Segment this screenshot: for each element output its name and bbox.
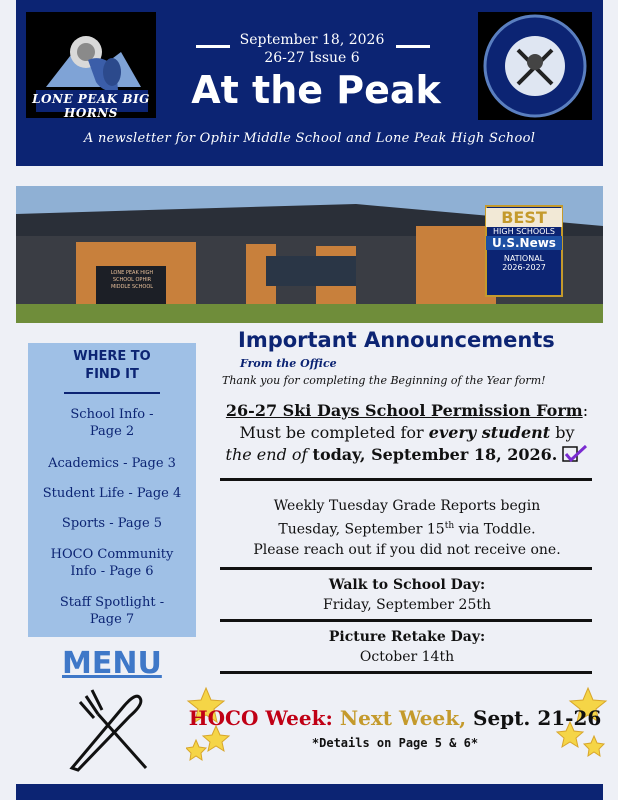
picture-retake-notice: Picture Retake Day: October 14th	[328, 629, 486, 665]
badge-usnews: U.S.News	[486, 236, 562, 250]
ophir-miners-logo	[478, 12, 592, 120]
issue-number: 26-27 Issue 6	[264, 50, 360, 66]
hoco-week-banner: HOCO Week: Next Week, Sept. 21-26	[188, 706, 602, 730]
toc-divider	[64, 392, 160, 394]
knife-fork-icon	[64, 684, 154, 774]
badge-national: NATIONAL	[503, 254, 545, 263]
hoco-details: *Details on Page 5 & 6*	[311, 736, 479, 750]
divider	[220, 671, 592, 674]
checkbox-check-icon	[562, 445, 588, 463]
bighorns-logo	[26, 12, 156, 118]
toc-item-school-info[interactable]: School Info - Page 2	[70, 407, 154, 439]
divider	[220, 478, 592, 481]
ski-days-notice: 26-27 Ski Days School Permission Form: Must be completed for every student by the end of today, September 18, 2026.	[225, 401, 589, 464]
newsletter-title: At the Peak	[191, 68, 441, 112]
badge-years: 2026-2027	[502, 263, 546, 272]
toc-item-staff-spotlight[interactable]: Staff Spotlight - Page 7	[59, 595, 165, 627]
best-badge	[486, 206, 562, 296]
walk-to-school-notice: Walk to School Day: Friday, September 25th	[322, 577, 491, 613]
menu-link[interactable]: MENU	[62, 646, 162, 681]
grade-reports-notice: Weekly Tuesday Grade Reports begin Tuesday, September 15th via Toddle. Please reach out if you did not receive one.	[253, 498, 561, 558]
bighorns-wordmark: LONE PEAK BIG HORNS	[32, 92, 150, 118]
toc-item-hoco-community[interactable]: HOCO Community Info - Page 6	[50, 547, 174, 579]
thanks-note: Thank you for completing the Beginning of the Year form!	[222, 374, 546, 387]
badge-high-schools: HIGH SCHOOLS	[493, 227, 555, 236]
masthead	[16, 0, 603, 166]
newsletter-subtitle: A newsletter for Ophir Middle School and Lone Peak High School	[83, 131, 536, 146]
building-sign: LONE PEAK HIGH SCHOOL OPHIR MIDDLE SCHOOL	[110, 270, 154, 290]
toc-item-sports[interactable]: Sports - Page 5	[61, 516, 163, 531]
divider	[220, 567, 592, 570]
school-building-photo	[16, 186, 603, 323]
toc-item-academics[interactable]: Academics - Page 3	[48, 456, 176, 471]
toc-item-student-life[interactable]: Student Life - Page 4	[42, 486, 182, 501]
badge-best: BEST	[486, 208, 562, 227]
toc-title: WHERE TO FIND IT	[73, 349, 151, 382]
from-the-office: From the Office	[240, 357, 337, 370]
where-to-find-it-panel	[28, 343, 196, 637]
issue-date: September 18, 2026	[239, 32, 385, 48]
footer-bar	[16, 784, 603, 800]
divider	[220, 619, 592, 622]
announcements-heading: Important Announcements	[238, 328, 555, 352]
ski-form-link[interactable]: 26-27 Ski Days School Permission Form	[225, 401, 583, 420]
